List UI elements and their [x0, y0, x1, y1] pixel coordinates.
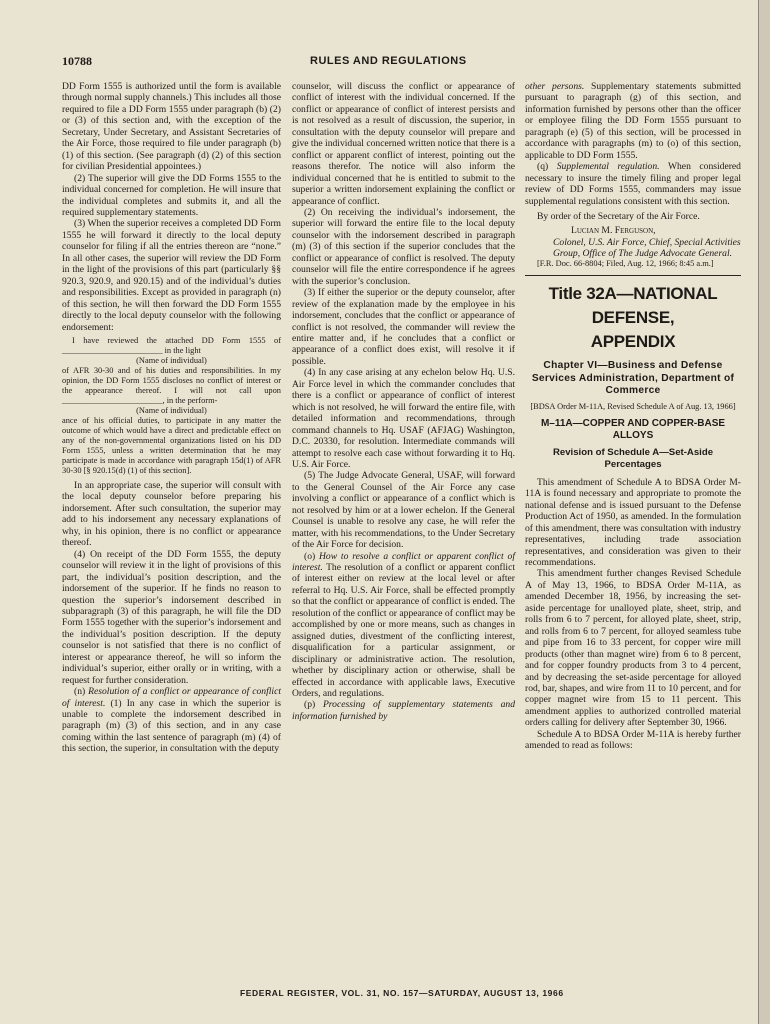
paragraph: counselor, will discuss the conflict or appearance of conflict of interest with the individual concerned. If the conflict or appearance of conflict of interest persists and is not resolved as a result of discussion, the superior, in consultation with the deputy counselor will prepare and give the individual concerned written notice that there is a conflict or apparent conflict of interest, pointing out the reasons therefor. The notice will also inform the individual concerned that he is entitled to submit to the superior a written indorsement explaining the conflict or appearance of conflict.: [292, 81, 515, 207]
paragraph: (2) On receiving the individual’s indorsement, the superior will forward the entire file to the local deputy counselor with the indorsement described in paragraph (m) (3) of this section if the superior concludes that the conflict or appearance of conflict is resolved. The deputy counselor will file the entire correspondence if he agrees with the superior’s conclusion.: [292, 206, 515, 287]
endorsement-text: I have reviewed the attached DD Form 1555 of ________________________ in the light: [62, 335, 281, 355]
paragraph: Schedule A to BDSA Order M-11A is hereby further amended to read as follows:: [525, 728, 741, 752]
paragraph: By order of the Secretary of the Air Force.: [537, 210, 700, 222]
signature-block: [553, 225, 741, 259]
paragraph-label: (n): [74, 686, 86, 698]
column-3: [525, 81, 741, 752]
endorsement-text: of AFR 30-30 and of his duties and responsibilities. In my opinion, the DD Form 1555 discloses no conflict of interest or the appearance thereof. I will not call upon ________________________, in the perform-: [62, 365, 281, 405]
paragraph: (3) If either the superior or the deputy counselor, after review of the explanation made by the employee in his indorsement, concludes that the conflict or appearance of conflict is not resolved, the commander will review the entire matter and, if he concludes that a conflict or appearance of a conflict does exist, will resolve it if possible.: [292, 287, 515, 367]
signer-name: Lucian M. Ferguson,: [571, 225, 656, 237]
endorsement-text: ance of his official duties, to participate in any matter the outcome of which would have a direct and predictable effect on any of the non-governmental organizations listed on his DD Form 1555, unless a written determination that he may participate is made in accordance with paragraph 15d(1) of AFR 30-30 [§ 920.15(d) (1) of this section].: [62, 415, 281, 475]
paragraph: (3) When the superior receives a completed DD Form 1555 he will forward it directly to the local deputy counselor for filing if all the entries thereon are “none.” In all other cases, the superior will review the DD Form in the light of the provisions of this part (particularly §§ 920.3, 920.9, and 920.15) and of the individual’s duties and responsibilities. Except as provided in paragraph (n) of this section, he will then forward the DD Form 1555 directly to the local deputy counselor with the following endorsement:: [62, 218, 281, 333]
paragraph-label: (q): [537, 161, 549, 173]
paragraph: (5) The Judge Advocate General, USAF, will forward to the General Counsel of the Air Force any case involving a conflict or appearance of a conflict which is not resolved by him or at a lower echelon. If the General Counsel is unable to resolve any case, he will refer the matter, with his recommendations, to the Under Secretary of the Air Force for decision.: [292, 470, 515, 551]
paragraph-text: The resolution of a conflict or apparent conflict of interest either on review at the local level or after referral to Hq. U.S. Air Force, shall be effected promptly so that the conflict or appearance of conflict is ended. The resolution of the conflict or appearance of conflict may be accomplished by one or more means, such as changes in assigned duties, divestment of the conflicting interest, disqualification for a particular assignment, or disciplinary or administrative action. The resolution, whether by disciplinary action or otherwise, shall be effected in accordance with applicable laws, Executive Orders, and regulations.: [292, 562, 515, 700]
page-heading: RULES AND REGULATIONS: [310, 55, 467, 67]
paragraph-label: (p): [304, 699, 316, 711]
paragraph: (2) The superior will give the DD Forms 1555 to the individual concerned for completion. He will insure that the individual completes and submits it, and all the required supplementary statements.: [62, 172, 281, 218]
paragraph: [525, 81, 741, 161]
paragraph: In an appropriate case, the superior will consult with the local deputy counselor before preparing his indorsement. After such consultation, the superior may add to his indorsement any necessary explanations of why, in his opinion, there is no conflict or appearance thereof.: [62, 479, 281, 549]
paragraph: [292, 551, 515, 700]
paragraph-text: Supplementary statements submitted pursuant to paragraph (g) of this section, and information furnished by persons other than the officer or employee filing the DD Form 1555 pursuant to paragraph (e) (5) of this section, will be processed in accordance with paragraphs (m) to (o) of this section, applicable to DD Form 1555.: [525, 81, 741, 161]
endorsement-block: [62, 336, 281, 476]
divider: [525, 275, 741, 276]
paragraph: This amendment of Schedule A to BDSA Order M-11A is found necessary and appropriate to promote the national defense and is issued pursuant to the Defense Production Act of 1950, as amended. In the formulation of this amendment, there was consultation with industry representatives, including trade association representatives, and consideration was given to their recommendations.: [525, 476, 741, 568]
column-1: [62, 81, 281, 755]
paragraph-heading: Processing of supplementary statements and information furnished by: [292, 699, 515, 722]
paragraph-text: When considered necessary to insure the timely filing and proper legal review of DD Forms 1555, commanders may issue supplemental regulations consistent with this section.: [525, 161, 741, 207]
part-heading: M–11A—COPPER AND COPPER-BASE ALLOYS: [540, 417, 726, 441]
paragraph-heading: How to resolve a conflict or apparent conflict of interest.: [292, 550, 515, 574]
paragraph-label: (o): [304, 550, 316, 562]
endorsement-caption: (Name of individual): [136, 355, 207, 365]
paragraph-heading: other persons.: [525, 81, 585, 92]
paragraph: This amendment further changes Revised Schedule A of May 13, 1966, to BDSA Order M-11A, as amended December 18, 1956, by increasing the set-aside percentage for unalloyed plate, sheet, strip, and rolls from 6 to 7 percent, for alloyed plate, sheet, strip, and rolls from 6 to 7 percent, for alloyed seamless tube and pipe from 16 to 33 percent, for copper wire mill products (other than magnet wire) from 6 to 8 percent, and for copper foundry products from 3 to 4 percent, and by decreasing the set-aside percentage for alloyed rod, bar, shapes, and wire from 11 to 10 percent, and for copper magnet wire from 15 to 11 percent. This amendment applies to authorized controlled material orders calling for delivery after September 30, 1966.: [525, 568, 741, 729]
paragraph-heading: Resolution of a conflict or appearance of conflict of interest.: [62, 686, 281, 709]
paragraph: [525, 161, 741, 207]
fr-doc-citation: [F.R. Doc. 66-8804; Filed, Aug. 12, 1966; 8:45 a.m.]: [537, 259, 714, 269]
title-line: Title 32A—NATIONAL DEFENSE,: [548, 284, 718, 328]
paragraph-text: (1) In any case in which the superior is unable to complete the indorsement described in paragraph (m) (3) of this section, and in any case coming within the last sentence of paragraph (m) (4) of this section, the superior, in consultation with the deputy: [62, 697, 281, 755]
page-number: 10788: [62, 54, 92, 68]
chapter-heading: Chapter VI—Business and Defense Services Administration, Department of Commerce: [531, 360, 735, 397]
section-subheading: Revision of Schedule A—Set-Aside Percentages: [552, 446, 714, 470]
paragraph-heading: Supplemental regulation.: [556, 161, 660, 173]
paragraph: [62, 686, 281, 755]
paragraph: DD Form 1555 is authorized until the form is available through normal supply channels.) This includes all those required to file a DD Form 1555 under paragraph (b) (2) or (3) of this section and, with the exception of the Secretary, Under Secretary, and Assistant Secretaries of the Air Force, those required to file under paragraph (b) (1) of this section. (See paragraph (d) (2) of this section for civilian Presidential appointees.): [62, 81, 281, 173]
paragraph: [292, 699, 515, 722]
column-2: [292, 81, 515, 722]
page-footer: FEDERAL REGISTER, VOL. 31, NO. 157—SATURDAY, AUGUST 13, 1966: [240, 988, 564, 998]
paragraph: (4) In any case arising at any echelon below Hq. U.S. Air Force level in which the commander concludes that there is a conflict or appearance of conflict of interest which is not resolved, he will forward the entire file, with detailed information and recommendations, through command channels to Hq. USAF (AFJAG) Washington, D.C. 20330, for resolution. Intermediate commands will attempt to resolve each case without forwarding it to Hq. U.S. Air Force.: [292, 367, 515, 470]
title-line: APPENDIX: [590, 332, 676, 352]
adjacent-page-edge: [758, 0, 770, 1024]
order-citation: [BDSA Order M-11A, Revised Schedule A of Aug. 13, 1966]: [530, 401, 736, 411]
title-heading: [525, 282, 741, 354]
paragraph: (4) On receipt of the DD Form 1555, the deputy counselor will review it in the light of provisions of this part, the individual’s position description, and the indorsement of the superior. If he finds no reason to question the superior’s indorsement described in subparagraph (3) of this paragraph, he will file the DD Form 1555 together with the superior’s indorsement and the individual’s position description. If the deputy counselor is not satisfied that there is no conflict of interest or appearance thereof, he will so inform the individual’s superior, either orally or in writing, with a request for further consideration.: [62, 548, 281, 686]
endorsement-caption: (Name of individual): [136, 405, 207, 415]
signer-title: Colonel, U.S. Air Force, Chief, Special Activities Group, Office of The Judge Advocate General.: [553, 236, 741, 260]
